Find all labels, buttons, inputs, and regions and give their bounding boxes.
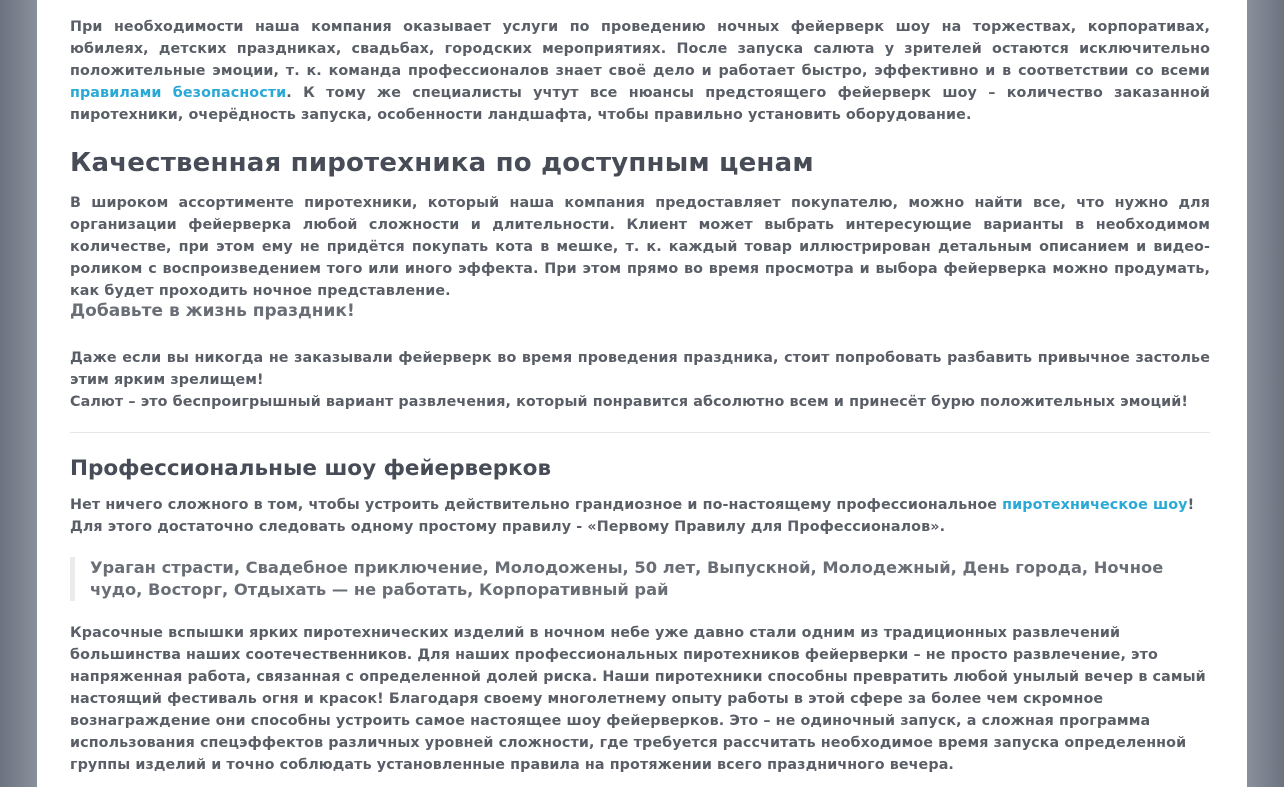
intro-text-before-link: При необходимости наша компания оказывает услуги по проведению ночных фейерверк шоу на торжествах, корпоративах, юбилеях, детских праздниках, свадьбах, городских мероприятиях. После запуска салюта у зрителей остаются исключительно положительные эмоции, т. к. команда профессионалов знает своё дело и работает быстро, эффективно и в соответствии со всеми <box>70 19 1210 79</box>
safety-rules-link[interactable]: правилами безопасности <box>70 85 287 101</box>
professional-text-before-link: Нет ничего сложного в том, чтобы устроить действительно грандиозное и по-настоящему профессиональное <box>70 497 1003 513</box>
holiday-line-1: Даже если вы никогда не заказывали фейерверк во время проведения праздника, стоит попробовать разбавить привычное застолье этим ярким зрелищем! <box>70 350 1210 388</box>
holiday-line-2: Салют – это беспроигрышный вариант развлечения, который понравится абсолютно всем и принесёт бурю положительных эмоций! <box>70 394 1189 410</box>
subheading-holiday: Добавьте в жизнь праздник! <box>70 301 355 321</box>
professional-text-after-link: ! Для этого достаточно следовать одному простому правилу - «Первому Правилу для Профессионалов». <box>70 497 1195 535</box>
bright-flashes-paragraph: Красочные вспышки ярких пиротехнических изделий в ночном небе уже давно стали одним из традиционных развлечений большинства наших соотечественников. Для наших профессиональных пиротехников фейерверки – не просто развлечение, это напряженная работа, связанная с определенной долей риска. Наши пиротехники способны превратить любой унылый вечер в самый настоящий фестиваль огня и красок! Благодаря своему многолетнему опыту работы в этой сфере за более чем скромное вознаграждение они способны устроить самое настоящее шоу фейерверков. Это – не одиночный запуск, а сложная программа использования спецэффектов различных уровней сложности, где требуется рассчитать необходимое время запуска определенной группы изделий и точно соблюдать установленные правила на протяжении всего праздничного вечера. <box>70 625 1206 773</box>
intro-paragraph <box>70 16 1210 126</box>
section-heading-quality: Качественная пиротехника по доступным ценам <box>70 148 814 178</box>
section-divider <box>70 432 1210 433</box>
intro-text-after-link: . К тому же специалисты учтут все нюансы предстоящего фейерверк шоу – количество заказанной пиротехники, очерёдность запуска, особенности ландшафта, чтобы правильно установить оборудование. <box>70 85 1210 123</box>
page-container <box>37 0 1247 787</box>
show-names-quote: Ураган страсти, Свадебное приключение, Молодожены, 50 лет, Выпускной, Молодежный, День города, Ночное чудо, Восторг, Отдыхать — не работать, Корпоративный рай <box>70 557 1210 601</box>
professional-intro-paragraph <box>70 494 1210 538</box>
assortment-paragraph: В широком ассортименте пиротехники, который наша компания предоставляет покупателю, можно найти все, что нужно для организации фейерверка любой сложности и длительности. Клиент может выбрать интересующие варианты в необходимом количестве, при этом ему не придётся покупать кота в мешке, т. к. каждый товар иллюстрирован детальным описанием и видео-роликом с воспроизведением того или иного эффекта. При этом прямо во время просмотра и выбора фейерверка можно продумать, как будет проходить ночное представление. <box>70 195 1210 299</box>
pyrotechnic-show-link[interactable]: пиротехническое шоу <box>1002 497 1188 513</box>
holiday-paragraph <box>70 347 1210 413</box>
section-heading-professional-shows: Профессиональные шоу фейерверков <box>70 456 552 481</box>
